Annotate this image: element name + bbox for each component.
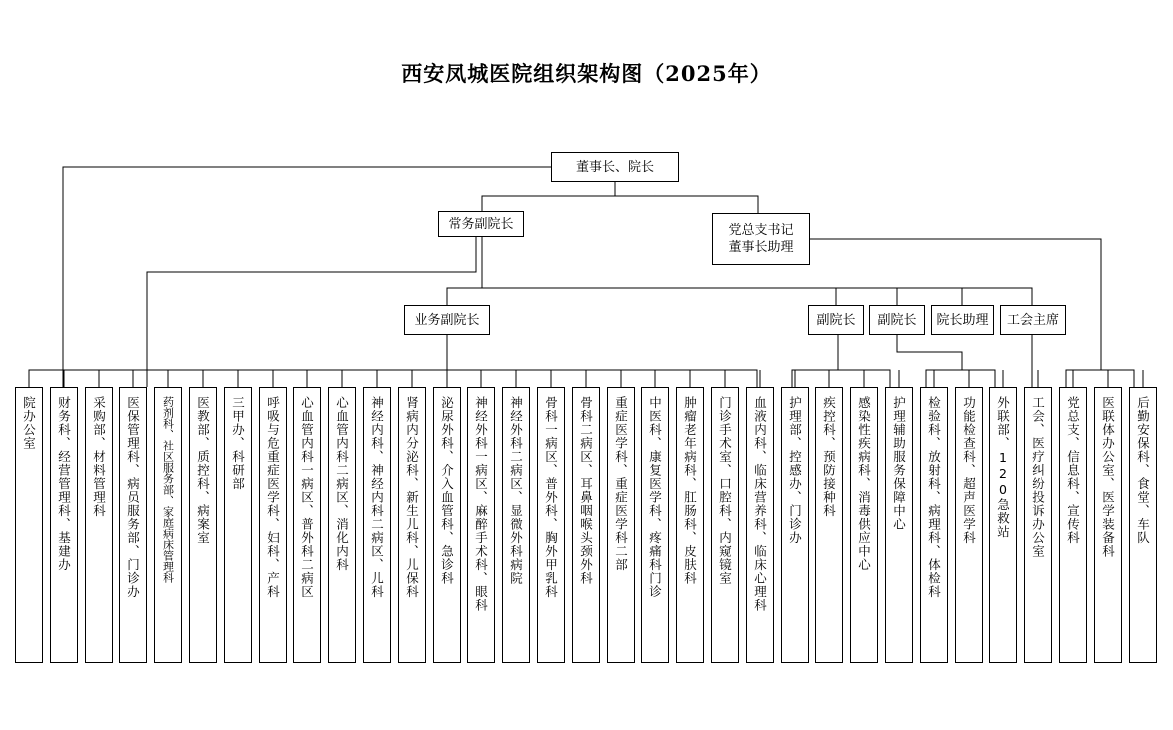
vice-president-2-box: 副院长 xyxy=(869,305,925,335)
department-box: 医联体办公室、医学装备科 xyxy=(1094,387,1122,663)
department-box: 党总支、信息科、宣传科 xyxy=(1059,387,1087,663)
department-box: 血液内科、临床营养科、临床心理科 xyxy=(746,387,774,663)
department-box: 疾控科、预防接种科 xyxy=(815,387,843,663)
department-box: 骨科二病区、耳鼻咽喉头颈外科 xyxy=(572,387,600,663)
party-secretary-box: 党总支书记 董事长助理 xyxy=(712,213,810,265)
department-box: 院办公室 xyxy=(15,387,43,663)
department-box: 肿瘤老年病科、肛肠科、皮肤科 xyxy=(676,387,704,663)
department-box: 门诊手术室、口腔科、内窥镜室 xyxy=(711,387,739,663)
department-box: 呼吸与危重症医学科、妇科、产科 xyxy=(259,387,287,663)
department-box: 护理辅助服务保障中心 xyxy=(885,387,913,663)
department-box: 感染性疾病科、消毒供应中心 xyxy=(850,387,878,663)
department-box: 心血管内科一病区、普外科二病区 xyxy=(293,387,321,663)
vice-president-1-box: 副院长 xyxy=(808,305,864,335)
department-box: 心血管内科二病区、消化内科 xyxy=(328,387,356,663)
department-box: 医教部、质控科、病案室 xyxy=(189,387,217,663)
department-box: 检验科、放射科、病理科、体检科 xyxy=(920,387,948,663)
executive-vp-box: 常务副院长 xyxy=(438,211,524,237)
department-box: 神经外科一病区、麻醉手术科、眼科 xyxy=(467,387,495,663)
department-box: 医保管理科、病员服务部、门诊办 xyxy=(119,387,147,663)
business-vp-box: 业务副院长 xyxy=(404,305,490,335)
department-box: 神经外科二病区、显微外科病院 xyxy=(502,387,530,663)
department-box: 工会、医疗纠纷投诉办公室 xyxy=(1024,387,1052,663)
department-box: 骨科一病区、普外科、胸外甲乳科 xyxy=(537,387,565,663)
department-box: 护理部、控感办、门诊办 xyxy=(781,387,809,663)
dean-assistant-box: 院长助理 xyxy=(931,305,994,335)
department-box: 药剂科、社区服务部、家庭病床管理科 xyxy=(154,387,182,663)
department-box: 中医科、康复医学科、疼痛科门诊 xyxy=(641,387,669,663)
department-box: 重症医学科、重症医学科二部 xyxy=(607,387,635,663)
department-box: 财务科、经营管理科、基建办 xyxy=(50,387,78,663)
department-box: 神经内科、神经内科二病区、儿科 xyxy=(363,387,391,663)
union-chair-box: 工会主席 xyxy=(1000,305,1066,335)
chart-title: 西安凤城医院组织架构图（2025年） xyxy=(401,61,772,86)
department-box: 后勤安保科、食堂、车队 xyxy=(1129,387,1157,663)
chairman-box: 董事长、院长 xyxy=(551,152,679,182)
department-box: 功能检查科、超声医学科 xyxy=(955,387,983,663)
department-box: 三甲办、科研部 xyxy=(224,387,252,663)
department-box: 泌尿外科、介入血管科、急诊科 xyxy=(433,387,461,663)
department-box: 肾病内分泌科、新生儿科、儿保科 xyxy=(398,387,426,663)
department-box: 采购部、材料管理科 xyxy=(85,387,113,663)
department-box: 外联部、120急救站 xyxy=(989,387,1017,663)
